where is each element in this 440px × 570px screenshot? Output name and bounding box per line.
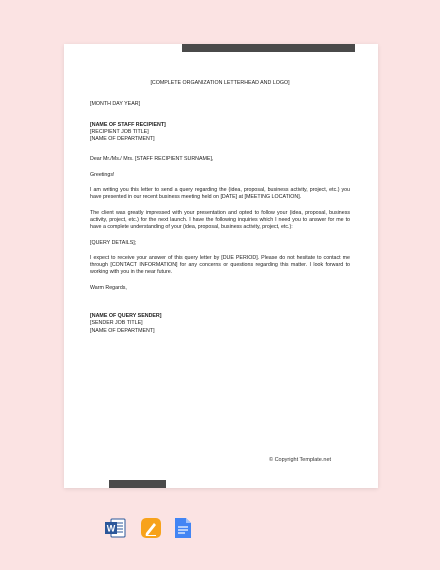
- recipient-department: [NAME OF DEPARTMENT]: [90, 136, 155, 143]
- letter-date: [MONTH DAY YEAR]: [90, 101, 141, 108]
- recipient-title: [RECIPIENT JOB TITLE]: [90, 128, 149, 135]
- closing: Warm Regards,: [90, 284, 127, 291]
- sender-name: [NAME OF QUERY SENDER]: [90, 313, 162, 320]
- copyright-text: © Copyright Template.net: [269, 457, 332, 463]
- apple-pages-icon[interactable]: [140, 517, 162, 539]
- greeting: Greetings!: [90, 171, 115, 178]
- query-details: [QUERY DETAILS];: [90, 239, 137, 246]
- google-docs-icon[interactable]: [174, 517, 192, 539]
- paragraph-1: I am writing you this letter to send a query regarding the (idea, proposal, business activity, project, etc.) you have presented in our recent business meeting held on [DATE] at [MEETING LOCATION].: [90, 187, 350, 201]
- sender-title: [SENDER JOB TITLE]: [90, 320, 143, 327]
- bottom-accent-bar: [109, 480, 166, 488]
- letter-body: [90, 80, 350, 335]
- top-accent-bar: [182, 44, 355, 52]
- letterhead: [COMPLETE ORGANIZATION LETTERHEAD AND LOGO]: [150, 80, 290, 86]
- microsoft-word-icon[interactable]: [104, 517, 126, 539]
- svg-text:W: W: [106, 523, 116, 534]
- paragraph-3: I expect to receive your answer of this query letter by [DUE PERIOD]. Please do not hesitate to contact me through [CONTACT INFORMATION] for any concerns or questions regarding this matter. I look forward to working with you in the near future.: [90, 254, 350, 276]
- sender-block: [90, 313, 350, 335]
- salutation: Dear Mr./Ms./ Mrs. [STAFF RECIPIENT SURNAME],: [90, 156, 214, 163]
- document-page: [64, 44, 378, 488]
- paragraph-2: The client was greatly impressed with your presentation and opted to follow your (idea, proposal, business activity, project, etc.) for the next launch. I have the following inquiries which I need you to answer for me to have a complete understanding of your (idea, proposal, business activity, project, etc.):: [90, 209, 350, 231]
- recipient-block: [90, 122, 350, 144]
- recipient-name: [NAME OF STAFF RECIPIENT]: [90, 121, 166, 128]
- sender-department: [NAME OF DEPARTMENT]: [90, 327, 155, 334]
